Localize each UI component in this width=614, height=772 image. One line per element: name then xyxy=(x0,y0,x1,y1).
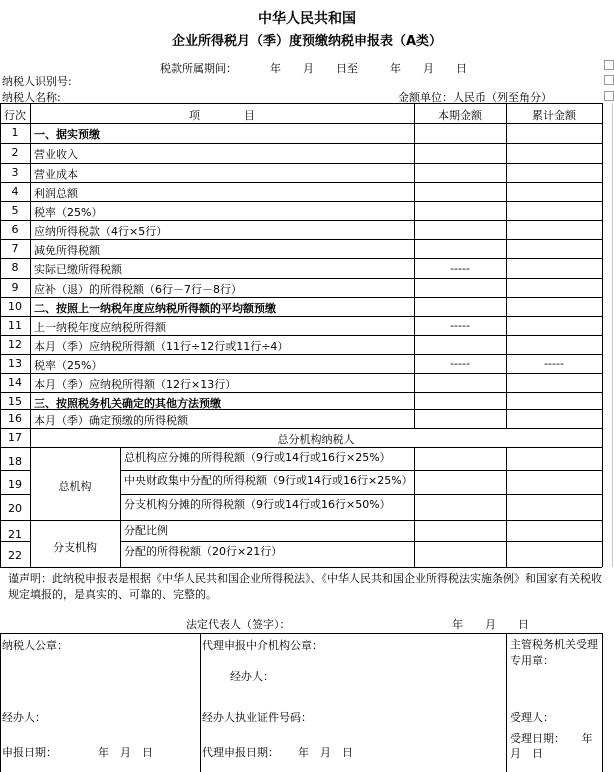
grid-line xyxy=(602,103,603,567)
row-item: 应补（退）的所得税额（6行－7行－8行） xyxy=(34,283,242,296)
grid-line xyxy=(120,541,602,542)
grid-line xyxy=(200,633,201,772)
grid-line xyxy=(0,258,602,259)
row-number: 19 xyxy=(8,478,22,491)
row-item: 营业成本 xyxy=(34,168,78,181)
grid-line xyxy=(0,103,602,104)
grid-line xyxy=(0,567,602,568)
grid-line xyxy=(414,447,415,567)
receive-date-label-2: 月 日 xyxy=(510,747,543,760)
filing-date-label: 申报日期： xyxy=(2,746,57,759)
row-item: 二、按照上一纳税年度应纳税所得额的平均额预缴 xyxy=(34,302,276,315)
grid-line xyxy=(602,633,603,772)
row-number: 16 xyxy=(8,412,22,425)
dash-r13-total: ----- xyxy=(544,357,564,370)
row-item: 应纳所得税款（4行×5行） xyxy=(34,225,168,238)
row-number: 12 xyxy=(8,338,22,351)
title-form: 企业所得税月（季）度预缴纳税申报表（A类） xyxy=(171,34,443,49)
col-row-header: 行次 xyxy=(4,109,26,122)
row-item: 本月（季）确定预缴的所得税额 xyxy=(34,414,188,427)
dash-r11: ----- xyxy=(450,319,470,332)
taxpayer-name-label: 纳税人名称: xyxy=(2,91,61,104)
grid-line xyxy=(0,335,602,336)
agent-date-value: 年 月 日 xyxy=(298,746,353,759)
row-number: 3 xyxy=(11,166,19,179)
grid-line xyxy=(0,373,602,374)
row-item: 分配比例 xyxy=(124,524,168,537)
group-branch: 分支机构 xyxy=(53,541,97,554)
grid-line xyxy=(0,220,602,221)
grid-line xyxy=(0,470,30,471)
grid-line xyxy=(0,201,602,202)
group-head-office: 总机构 xyxy=(58,480,92,493)
col-total-header: 累计金额 xyxy=(532,109,576,122)
authority-seal-label: 主管税务机关受理专用章： xyxy=(510,638,598,667)
agent-date-label: 代理申报日期： xyxy=(202,746,279,759)
period-from: 年 月 日至 xyxy=(270,62,358,75)
row-number: 18 xyxy=(8,455,22,468)
row-item: 中央财政集中分配的所得税额（9行或14行或16行×25%） xyxy=(124,474,413,487)
row-number: 9 xyxy=(11,281,19,294)
agent-seal-label: 代理申报中介机构公章： xyxy=(202,639,323,652)
row-number: 6 xyxy=(11,223,19,236)
grid-line xyxy=(120,494,602,495)
row-item: 总机构应分摊的所得税额（9行或14行或16行×25%） xyxy=(124,451,391,464)
dash-r8: ----- xyxy=(450,262,470,275)
agent-license-label: 经办人执业证件号码： xyxy=(202,711,312,724)
row-item: 分配的所得税额（20行×21行） xyxy=(124,545,283,558)
filing-date-value: 年 月 日 xyxy=(98,746,153,759)
row-number: 13 xyxy=(8,357,22,370)
col-current-header: 本期金额 xyxy=(438,109,482,122)
legal-rep-label: 法定代表人（签字）： xyxy=(186,618,291,631)
row-number: 21 xyxy=(8,528,22,541)
grid-line xyxy=(0,239,602,240)
grid-line xyxy=(506,633,507,772)
row-number: 11 xyxy=(8,319,22,332)
grid-line xyxy=(0,520,602,521)
grid-line xyxy=(506,447,507,567)
grid-line xyxy=(0,428,602,429)
taxpayer-id-label: 纳税人识别号: xyxy=(2,75,72,88)
row-item: 本月（季）应纳税所得额（11行÷12行或11行÷4） xyxy=(34,340,289,353)
grid-line xyxy=(0,163,602,164)
grid-line xyxy=(120,447,121,567)
row-item: 实际已缴所得税额 xyxy=(34,263,122,276)
row-number: 22 xyxy=(8,549,22,562)
grid-line xyxy=(0,447,602,448)
period-label: 税款所属期间： xyxy=(160,62,237,75)
row-item: 利润总额 xyxy=(34,187,78,200)
row-number: 1 xyxy=(11,126,19,139)
grid-line xyxy=(0,316,602,317)
row-number: 15 xyxy=(8,395,22,408)
row-item: 本月（季）应纳税所得额（12行×13行） xyxy=(34,378,237,391)
grid-line xyxy=(0,392,602,393)
grid-line xyxy=(612,103,613,567)
row-item: 总分机构纳税人 xyxy=(277,433,355,446)
receive-date-label: 受理日期： 年 xyxy=(510,732,593,745)
grid-line xyxy=(0,541,30,542)
row-number: 4 xyxy=(11,185,19,198)
grid-line xyxy=(0,297,602,298)
row-number: 10 xyxy=(8,300,22,313)
row-number: 14 xyxy=(8,376,22,389)
row-number: 7 xyxy=(11,242,19,255)
grid-line xyxy=(0,633,1,772)
period-to: 年 月 日 xyxy=(390,62,467,75)
operator-label: 经办人： xyxy=(2,711,46,724)
amount-unit-label: 金额单位：人民币（列至角分） xyxy=(398,91,552,104)
row-item: 减免所得税额 xyxy=(34,244,100,257)
legal-rep-date: 年 月 日 xyxy=(452,618,529,631)
row-item: 税率（25%） xyxy=(34,206,103,219)
grid-line xyxy=(0,123,602,124)
grid-line xyxy=(0,143,602,144)
row-number: 17 xyxy=(8,431,22,444)
row-item: 上一纳税年度应纳税所得额 xyxy=(34,321,166,334)
row-item: 营业收入 xyxy=(34,148,78,161)
row-item: 一、据实预缴 xyxy=(34,128,100,141)
col-item-header: 项 目 xyxy=(189,109,255,122)
row-number: 20 xyxy=(8,502,22,515)
row-number: 8 xyxy=(11,261,19,274)
receiver-label: 受理人： xyxy=(510,711,554,724)
row-item: 三、按照税务机关确定的其他方法预缴 xyxy=(34,397,221,410)
scroll-square[interactable] xyxy=(604,60,614,70)
scroll-square[interactable] xyxy=(604,91,614,101)
grid-line xyxy=(120,470,602,471)
grid-line xyxy=(0,494,30,495)
dash-r13-current: ----- xyxy=(450,357,470,370)
grid-line xyxy=(0,278,602,279)
grid-line xyxy=(0,182,602,183)
title-country: 中华人民共和国 xyxy=(258,11,356,27)
grid-line xyxy=(0,354,602,355)
agent-operator-label: 经办人： xyxy=(230,670,274,683)
scroll-square[interactable] xyxy=(604,75,614,85)
declaration-text: 谨声明：此纳税申报表是根据《中华人民共和国企业所得税法》、《中华人民共和国企业所得税法实施条例》和国家有关税收规定填报的，是真实的、可靠的、完整的。 xyxy=(8,572,602,601)
grid-line xyxy=(506,103,507,428)
grid-line xyxy=(0,633,602,634)
row-number: 2 xyxy=(11,146,19,159)
row-item: 分支机构分摊的所得税额（9行或14行或16行×50%） xyxy=(124,498,391,511)
row-item: 税率（25%） xyxy=(34,359,103,372)
row-number: 5 xyxy=(11,204,19,217)
taxpayer-seal-label: 纳税人公章： xyxy=(2,639,68,652)
